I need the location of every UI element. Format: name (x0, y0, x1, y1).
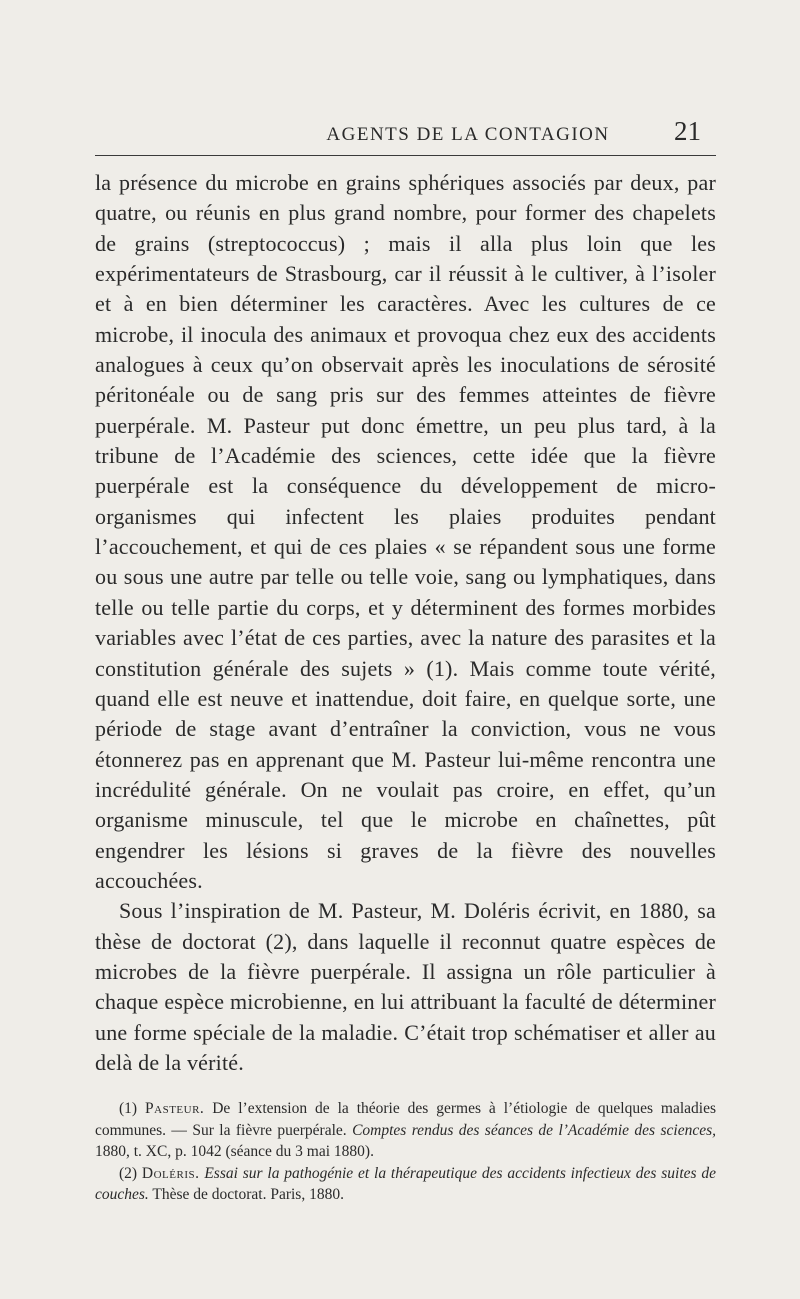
footnote-1-citation: 1880, t. XC, p. 1042 (séance du 3 mai 1880). (95, 1143, 374, 1160)
footnote-2-title: Essai sur la pathogénie et la thérapeutique des accidents infectieux des suites de couches. (95, 1164, 717, 1203)
running-title: AGENTS DE LA CONTAGION (326, 124, 610, 145)
footnote-2-author: Doléris. (141, 1164, 200, 1182)
paragraph-1: la présence du microbe en grains sphériques associés par deux, par quatre, ou réunis en plus grand nombre, pour former des chapelets de grains (streptococcus) ; mais il alla plus loin que les expérimentateurs de Strasbourg, car il réussit à le cultiver, à l’isoler et à en bien déterminer les caractères. Avec les cultures de ce microbe, il inocula des animaux et provoqua chez eux des accidents analogues à ceux qu’on observait après les inoculations de sérosité péritonéale ou de sang pris sur des femmes atteintes de fièvre puerpérale. M. Pasteur put donc émettre, un peu plus tard, à la tribune de l’Académie des sciences, cette idée que la fièvre puerpérale est la conséquence du développement de micro-organismes qui infectent les plaies produites pendant l’accouchement, et qui de ces plaies « se répandent sous une forme ou sous une autre par telle ou telle voie, sang ou lymphatiques, dans telle ou telle partie du corps, et y déterminent des formes morbides variables avec l’état de ces parties, avec la nature des parasites et la constitution générale des sujets » (1). Mais comme toute vérité, quand elle est neuve et inattendue, doit faire, en quelque sorte, une période de stage avant d’entraîner la conviction, vous ne vous étonnerez pas en apprenant que M. Pasteur lui-même rencontra une incrédulité générale. On ne voulait pas croire, en effet, qu’un organisme minuscule, tel que le microbe en chaînettes, pût engendrer les lésions si graves de la fièvre des nouvelles accouchées. (95, 170, 716, 893)
footnote-2-citation: Thèse de doctorat. Paris, 1880. (152, 1186, 344, 1203)
paragraph-2: Sous l’inspiration de M. Pasteur, M. Doléris écrivit, en 1880, sa thèse de doctorat (2), dans laquelle il reconnut quatre espèces de microbes de la fièvre puerpérale. Il assigna un rôle particulier à chaque espèce microbienne, en lui attribuant la faculté de déterminer une forme spéciale de la maladie. C’était trop schématiser et aller au delà de la vérité. (95, 898, 716, 1075)
body-text (95, 168, 716, 1078)
footnote-2-marker: (2) (119, 1164, 138, 1182)
footnote-1-author: Pasteur. (145, 1100, 205, 1117)
page-number: 21 (674, 116, 701, 146)
footnote-1 (95, 1098, 716, 1163)
footnote-1-journal: Comptes rendus des séances de l’Académie des sciences, (352, 1121, 716, 1139)
footnote-1-text: De l’extension de la théorie des germes à l’étiologie de quelques maladies communes. — Sur la fièvre puerpérale. (95, 1100, 717, 1139)
footnote-2 (95, 1163, 716, 1206)
footnotes (95, 1098, 716, 1206)
header-rule (95, 155, 716, 156)
footnote-1-marker: (1) (119, 1100, 138, 1117)
